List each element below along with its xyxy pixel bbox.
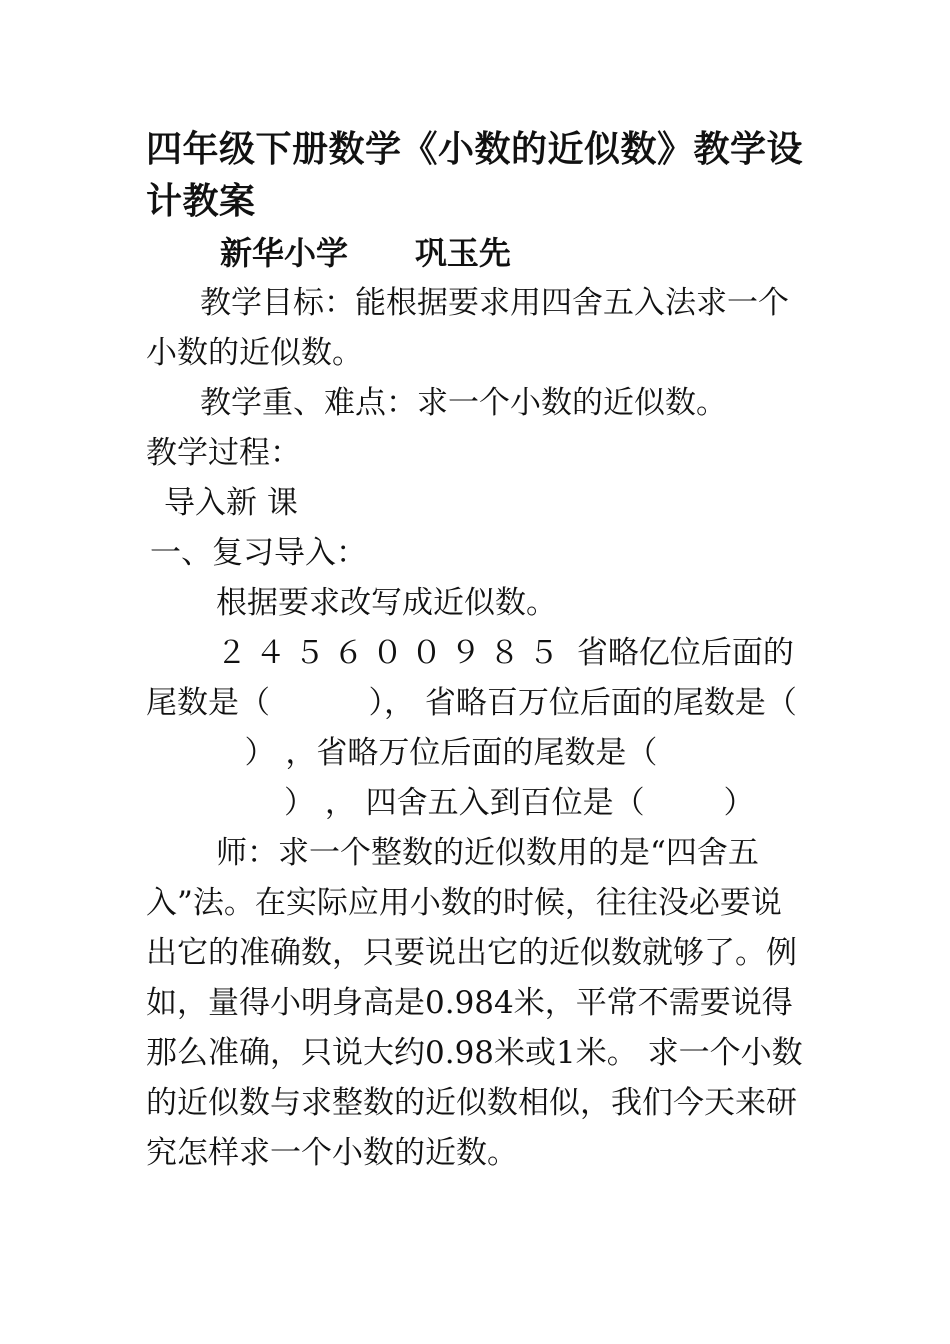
answer-blank-4 [645,785,724,821]
answer-blank-2 [146,735,245,771]
answer-blank-3 [146,785,284,821]
document-title: 四年级下册数学《小数的近似数》教学设计教案 [146,129,804,222]
teaching-objective: 教学目标：能根据要求用四舍五入法求一个小数的近似数。 [146,285,789,371]
intro-heading: 导入新 课 [164,485,298,521]
process-heading: 教学过程： [146,435,301,471]
exercise-text-1: 省略亿位后面的尾数是（ [146,635,794,721]
task-instruction: 根据要求改写成近似数。 [216,585,557,621]
exercise-text-2: ）， 省略百万位后面的尾数是（ [368,685,797,721]
exercise-text-5: ） [723,785,755,821]
answer-blank-1 [270,685,369,721]
exercise-number: ２４５６００９８５ [216,635,567,671]
document-page [146,124,810,1178]
exercise-text-3: ） ，省略万位后面的尾数是（ [244,735,658,771]
key-points: 教学重、难点：求一个小数的近似数。 [200,385,727,421]
review-heading: 一、复习导入： [150,535,367,571]
teacher-paragraph: 师：求一个整数的近似数用的是“四舍五入”法。在实际应用小数的时候，往往没必要说出它的准确数，只要说出它的近似数就够了。例如，量得小明身高是0.984米，平常不需要说得那么准确，只说大约0.98米或1米。 求一个小数的近似数与求整数的近似数相似，我们今天来研究怎样求一个小数的近数。 [146,835,803,1171]
author-line: 新华小学 巩玉先 [220,234,511,272]
exercise-paragraph [146,628,810,828]
exercise-text-4: ） ， 四舍五入到百位是（ [283,785,645,821]
